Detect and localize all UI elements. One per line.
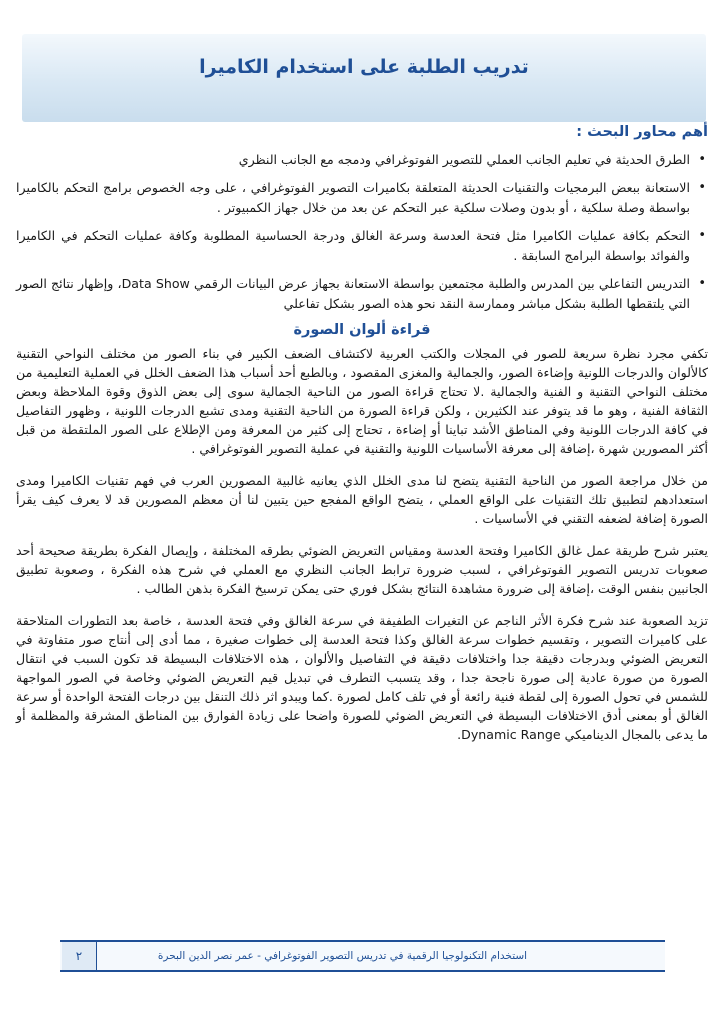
bullet-icon: • <box>698 179 706 195</box>
paragraph: من خلال مراجعة الصور من الناحية التقنية يتضح لنا مدى الخلل الذي يعانيه غالبية المصورين العرب في فهم تقنيات الكاميرا ومدى استعدادهم لتطبيق تلك التقنيات على الواقع العملي ، يتضح الواقع المفجع حين يتبين لنا أن معظم المصورين قد لا يعرف كيف يقرأ الصورة إضافة لضعفه التقني في الأساسيات . <box>16 472 708 526</box>
page-footer <box>60 940 665 972</box>
bullet-icon: • <box>698 227 706 243</box>
bullet-item <box>16 274 708 315</box>
bullet-text: التحكم بكافة عمليات الكاميرا مثل فتحة العدسة وسرعة الغالق ودرجة الحساسية المطلوبة وكافة عمليات التحكم في الكاميرا والفوائد بواسطة البرامج السابقة . <box>16 227 690 263</box>
paragraph: يعتبر شرح طريقة عمل غالق الكاميرا وفتحة العدسة ومقياس التعريض الضوئي بطرقه المختلفة ، وإيصال الفكرة بطريقة صحيحة أحد صعوبات تدريس التصوير الفوتوغرافي ، لسبب ضرورة ترابط الجانب النظري مع العملي في شرح هذه الفكرة ، وصعوبة تطبيق الجانبين بنفس الوقت ،إضافة إلى ضرورة مشاهدة النتائج بشكل فوري حتى يمكن ترسيخ الفكرة بذهن الطالب . <box>16 542 708 596</box>
bullet-item <box>16 150 708 171</box>
research-bullets <box>16 150 708 315</box>
paragraph: تزيد الصعوبة عند شرح فكرة الأثر الناجم عن التغيرات الطفيفة في سرعة الغالق وفي فتحة العدسة ، خاصة بعد التطورات المتلاحقة على كاميرات التصوير ، وتقسيم خطوات سرعة الغالق وكذا فتحة العدسة إلى خطوات صغيرة ، مما أدى إلى أنتاج صور متفاوتة في التعريض الضوئي وبدرجات دقيقة جدا واختلافات دقيقة في التفاصيل والألوان ، هذه الاختلافات البسيطة قد تكون السبب في انتقال الصورة من صورة عادية إلى صورة ناجحة جدا ، وقد يتسبب التطرف في تبديل قيم التعريض الضوئي وخاصة في الصور المواجهة للشمس في تحول الصورة إلى لقطة فنية رائعة أو في تلف كامل لصورة .كما ويبدو اثر ذلك التنقل بين درجات الفتحة الواحدة أو سرعة الغالق أو بمعنى أدق الاختلافات البسيطة في التعريض الضوئي للصورة واضحا على زيادة الفوارق بين المناطق المشرقة والمظلمة أو ما يدعى بالمجال الديناميكي Dynamic Range. <box>16 612 708 742</box>
bullet-item <box>16 178 708 219</box>
footer-text: استخدام التكنولوجيا الرقمية في تدريس التصوير الفوتوغرافي - عمر نصر الدين البحرة <box>157 950 528 962</box>
research-heading: أهم محاور البحث : <box>576 124 708 140</box>
bullet-icon: • <box>698 275 706 291</box>
page-title: تدريب الطلبة على استخدام الكاميرا <box>199 56 529 78</box>
page-number: ٢ <box>62 942 97 970</box>
section-title: قراءة ألوان الصورة <box>293 321 431 338</box>
bullet-text: التدريس التفاعلي بين المدرس والطلبة مجتمعين بواسطة الاستعانة بجهاز عرض البيانات الرقمي Data Show، وإظهار نتائج الصور التي يلتقطها الطلبة بشكل مباشر وممارسة النقد نحو هذه الصور بشكل تفاعلي <box>16 275 690 311</box>
bullet-item <box>16 226 708 267</box>
bullet-text: الاستعانة ببعض البرمجيات والتقنيات الحديثة المتعلقة بكاميرات التصوير الفوتوغرافي ، على وجه الخصوص برامج التحكم بالكاميرا بواسطة وصلة سلكية ، أو بدون وصلات سلكية عبر التحكم عن بعد من خلال جهاز الكمبيوتر . <box>16 179 690 215</box>
paragraph: تكفي مجرد نظرة سريعة للصور في المجلات والكتب العربية لاكتشاف الضعف الكبير في بناء الصور من مختلف النواحي التقنية كالألوان والدرجات اللونية وإضاءة الصور، والجمالية والمغزى المقصود ، وبالطبع أحد أسباب هذا الضعف الخلل في العملية التعليمية من مختلف النواحي التقنية و الفنية والجمالية .لا تحتاج قراءة الصور من الناحية الجمالية سوى إلى بعض الذوق وقوة الملاحظة وبعض الثقافة الفنية ، وهو ما قد يتوفر عند الكثيرين ، ولكن قراءة الصورة من الناحية التقنية ومدى تشبع الدرجات اللونية ، وظهور التفاصيل في كافة الدرجات اللونية وفي المناطق الأشد تباينا أو إضاءة ، تحتاج إلى كثير من المعرفة ومن الإطلاع على الصور الملتقطة من قبل أكثر المصورين شهرة ،إضافة إلى معرفة الأساسيات اللونية والتقنية في عملية التصوير الفوتوغرافي . <box>16 345 708 456</box>
title-band <box>22 34 706 122</box>
bullet-text: الطرق الحديثة في تعليم الجانب العملي للتصوير الفوتوغرافي ودمجه مع الجانب النظري <box>238 152 690 167</box>
page-content <box>16 124 708 757</box>
bullet-icon: • <box>698 152 706 167</box>
